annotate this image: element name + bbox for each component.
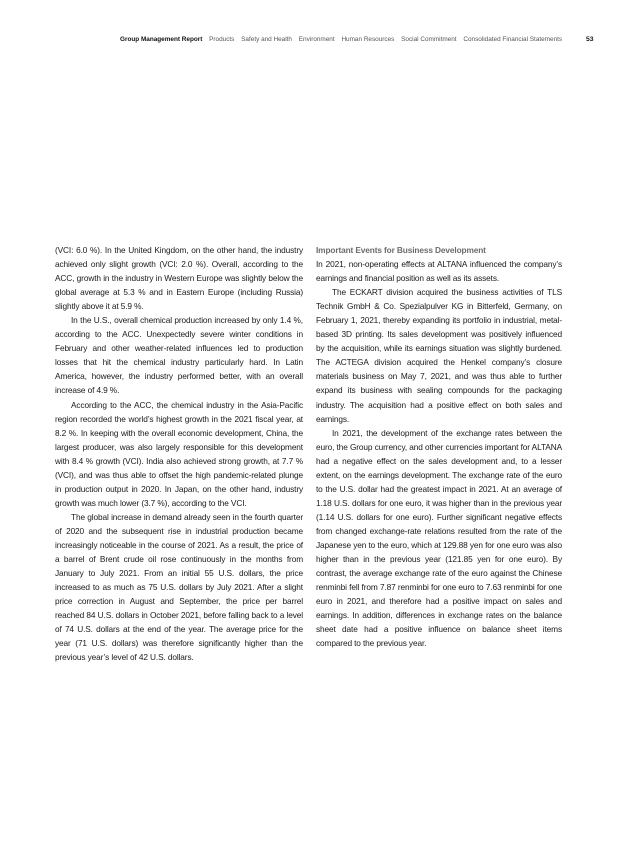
right-text-column (316, 243, 562, 650)
nav-environment[interactable]: Environment (298, 36, 335, 43)
header-navigation (120, 36, 567, 43)
paragraph: In 2021, the development of the exchange rates between the euro, the Group currency, and other currencies important for ALTANA had a negative effect on the sales development and, to a lesser extent, on the earnings development. The exchange rate of the euro to the U.S. dollar had the greatest impact in 2021. At an average of 1.18 U.S. dollars for one euro, it was higher than in the previous year (1.14 U.S. dollars for one euro). Further significant negative effects from changed exchange-rate relations resulted from the rate of the Japanese yen to the euro, which at 129.88 yen for one euro was also higher than in the previous year (121.85 yen for one euro). By contrast, the average exchange rate of the euro against the Chinese renminbi fell from 7.87 renminbi for one euro to 7.63 renminbi for one euro in 2021, and therefore had a positive impact on sales and earnings. In addition, differences in exchange rates on the balance sheet date had a positive influence on balance sheet items compared to the previous year. (316, 427, 562, 649)
paragraph: In 2021, non-operating effects at ALTANA influenced the company’s earnings and financial position as well as its assets. (316, 259, 562, 284)
paragraph: In the U.S., overall chemical production increased by only 1.4 %, according to the ACC. Unexpectedly severe winter conditions in February and other weather-related influences led to production losses that hit the chemical industry particularly hard. In Latin America, however, the industry performed better, with an overall increase of 4.9 %. (55, 315, 303, 396)
nav-group-management-report[interactable]: Group Management Report (120, 36, 203, 43)
nav-human-resources[interactable]: Human Resources (341, 36, 395, 43)
nav-consolidated-financial-statements[interactable]: Consolidated Financial Statements (463, 36, 563, 43)
page-number: 53 (586, 36, 594, 43)
paragraph: According to the ACC, the chemical industry in the Asia-Pacific region recorded the world’s highest growth in the 2021 fiscal year, at 8.2 %. In keeping with the overall economic development, China, the largest producer, was also largely responsible for this development with 8.4 % growth (VCI). India also achieved strong growth, at 7.7 % (VCI), and was thus able to offset the high pandemic-related plunge in production output in 2020. In Japan, on the other hand, industry growth was much lower (3.7 %), according to the VCI. (55, 399, 303, 508)
section-heading: Important Events for Business Development (316, 245, 486, 255)
nav-products[interactable]: Products (209, 36, 235, 43)
left-text-column (55, 243, 303, 664)
paragraph: The global increase in demand already seen in the fourth quarter of 2020 and the subsequent rise in industrial production became increasingly noticeable in the course of 2021. As a result, the price of a barrel of Brent crude oil rose continuously in the months from January to July 2021. From an initial 55 U.S. dollars, the price increased to as much as 75 U.S. dollars by July 2021. After a slight price correction in August and September, the price per barrel reached 84 U.S. dollars in October 2021, before falling back to a level of 74 U.S. dollars at the end of the year. The average price for the year (71 U.S. dollars) was therefore significantly higher than the previous year’s level of 42 U.S. dollars. (55, 511, 303, 663)
nav-social-commitment[interactable]: Social Commitment (401, 36, 457, 43)
nav-safety-and-health[interactable]: Safety and Health (241, 36, 292, 43)
paragraph: The ECKART division acquired the business activities of TLS Technik GmbH & Co. Spezialpulver KG in Bitterfeld, Germany, on February 1, 2021, thereby expanding its portfolio in industrial, metal-based 3D printing. Its sales development was positively influenced by the acquisition, while its earnings situation was slightly burdened. The ACTEGA division acquired the Henkel company’s closure materials business on May 7, 2021, and was thus able to further expand its business with sealing compounds for the packaging industry. The acquisition had a positive effect on both sales and earnings. (316, 287, 562, 424)
paragraph: (VCI: 6.0 %). In the United Kingdom, on the other hand, the industry achieved only slight growth (VCI: 2.0 %). Overall, according to the ACC, growth in the industry in Western Europe was slightly below the global average at 5.3 % and in Eastern Europe (including Russia) slightly above it at 5.9 %. (55, 245, 303, 312)
